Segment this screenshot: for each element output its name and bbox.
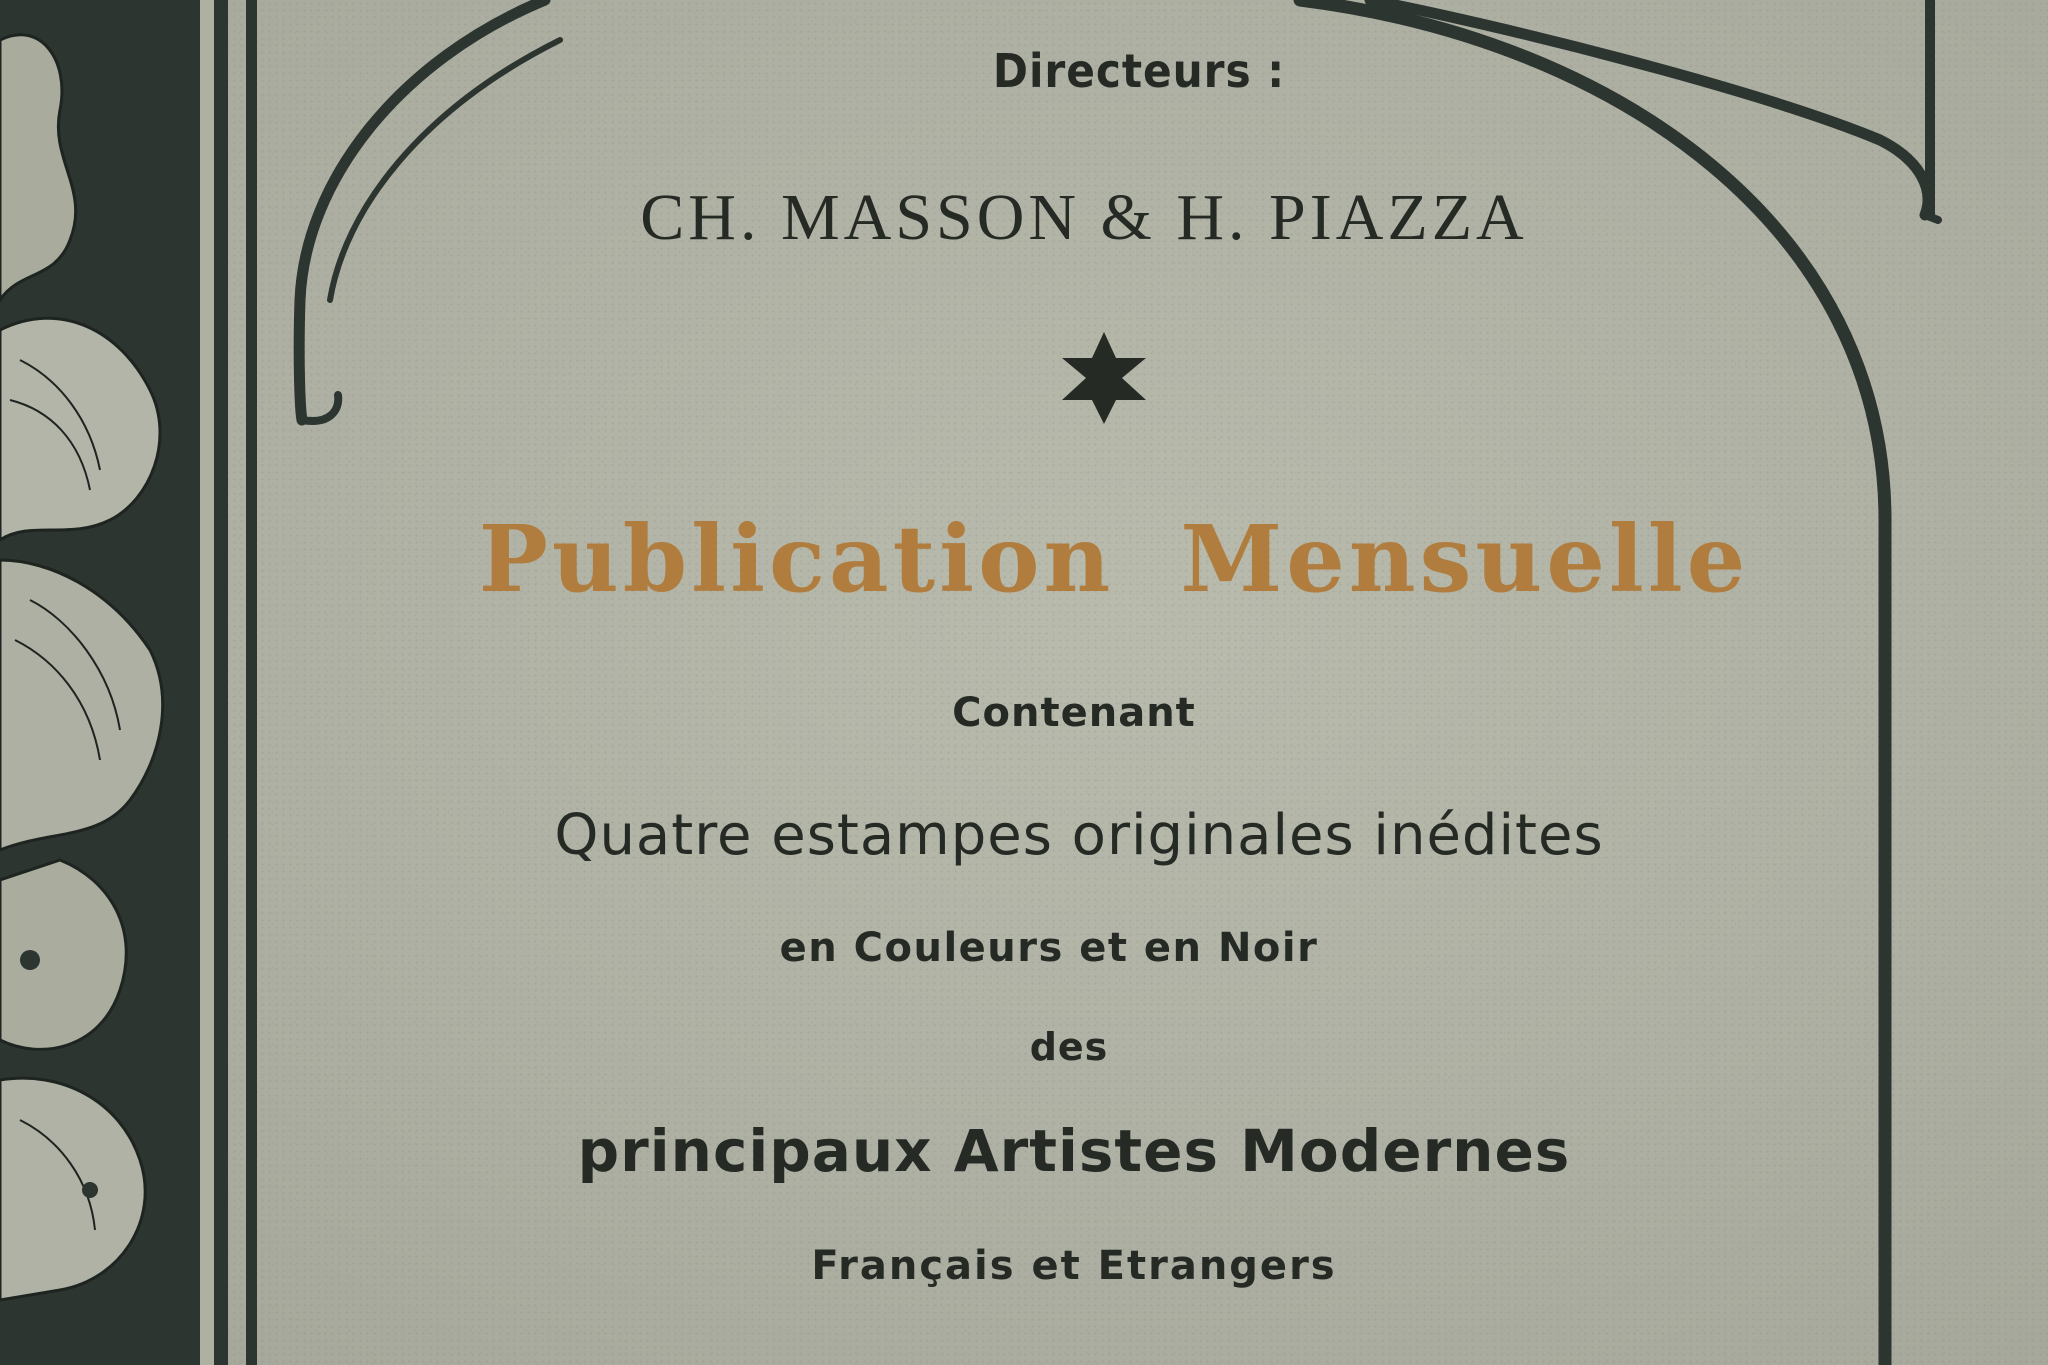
des-text: des — [1029, 1025, 1109, 1069]
contenant-text: Contenant — [952, 690, 1196, 736]
principaux-artistes-text: principaux Artistes Modernes — [577, 1117, 1571, 1185]
quatre-estampes-text: Quatre estampes originales inédites — [554, 803, 1604, 868]
francais-etrangers-text: Français et Etrangers — [811, 1243, 1337, 1289]
directors-label: Directeurs : — [992, 44, 1286, 98]
directors-names: CH. MASSON & H. PIAZZA — [640, 181, 1528, 254]
publication-title: Publication Mensuelle — [478, 505, 1750, 613]
couleurs-noir-text: en Couleurs et en Noir — [779, 925, 1319, 971]
six-pointed-star-icon — [1058, 328, 1150, 428]
